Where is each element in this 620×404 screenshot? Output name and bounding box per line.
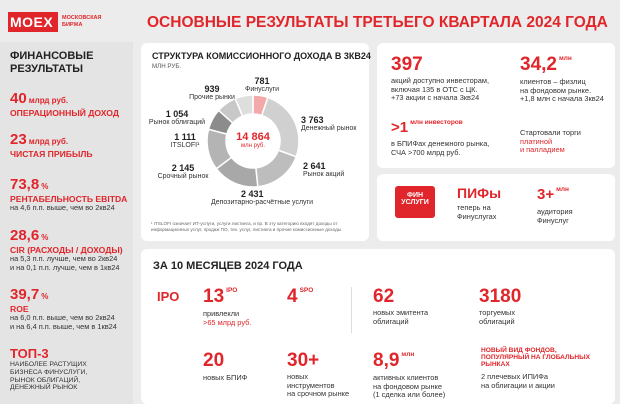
commission-structure-card xyxy=(141,43,369,241)
stat-text: торгуемых xyxy=(479,308,516,317)
new-funds-heading: ПОПУЛЯРНЫЙ НА ГЛОБАЛЬНЫХ xyxy=(481,354,591,361)
metric-roe xyxy=(10,286,117,332)
total-unit: млн руб. xyxy=(240,143,266,149)
stat-text: на срочном рынке xyxy=(287,389,350,399)
seg-value: 2 431 xyxy=(241,189,264,199)
metric-unit: % xyxy=(41,292,49,301)
metric-caption: ОПЕРАЦИОННЫЙ ДОХОД xyxy=(10,108,119,118)
metric-caption: ROE xyxy=(10,304,29,314)
metric-note: на 4,6 п.п. выше, чем во 2кв24 xyxy=(10,203,115,212)
seg-value: 1 054 xyxy=(165,109,189,119)
stat-value: 30+ xyxy=(287,350,320,371)
divider xyxy=(351,287,352,333)
stat-text-accent: и палладием xyxy=(520,145,565,155)
stat-clients xyxy=(520,55,615,104)
finuslugi-card xyxy=(377,174,615,241)
metric-value: 73,8 xyxy=(10,176,40,193)
stat-text: аудитория xyxy=(537,207,573,216)
total-value: 14 864 xyxy=(236,131,270,143)
seg-label-finuslugi xyxy=(245,76,279,94)
stat-text: Стартовали торги xyxy=(520,128,581,137)
metric-note: и на 0,1 п.п. лучше, чем в 1кв24 xyxy=(10,262,120,272)
stat-bpif xyxy=(203,351,283,383)
stat-metals xyxy=(520,129,612,155)
structure-subtitle: МЛН РУБ. xyxy=(152,63,182,70)
sidebar-heading-1: ФИНАНСОВЫЕ xyxy=(10,50,94,62)
stat-unit: IPO xyxy=(226,287,238,294)
badge-line1: ФИН xyxy=(406,192,424,199)
stat-unit: млн xyxy=(558,55,572,62)
stat-text: (1 сделка или более) xyxy=(373,390,446,400)
seg-name: Рынок облигаций xyxy=(148,119,206,126)
seg-name: Рынок акций xyxy=(303,171,345,178)
metric-unit: млрд руб. xyxy=(28,137,69,146)
ten-months-card xyxy=(141,249,615,404)
donut-slice-2 xyxy=(256,150,296,186)
finuslugi-badge xyxy=(395,186,435,218)
stat-ipo xyxy=(203,287,283,327)
logo-sub2: БИРЖА xyxy=(62,22,83,28)
seg-value: 1 111 xyxy=(174,132,196,142)
stat-text: включая 135 в ОТС с ЦК. xyxy=(391,84,478,94)
metric-unit: % xyxy=(41,233,49,242)
stat-pif xyxy=(457,186,527,221)
structure-title: СТРУКТУРА КОМИССИОННОГО ДОХОДА В 3КВ24 xyxy=(152,51,371,61)
stat-emitters xyxy=(373,287,463,326)
top3-title: ТОП-3 xyxy=(10,346,49,361)
metric-value: 40 xyxy=(10,90,27,107)
stat-unit: млн инвесторов xyxy=(410,119,463,126)
stat-value: 20 xyxy=(203,350,225,371)
stat-unit: SPO xyxy=(299,287,314,294)
top3-line: НАИБОЛЕЕ РАСТУЩИХ xyxy=(10,361,87,368)
metric-caption: CIR (РАСХОДЫ / ДОХОДЫ) xyxy=(10,245,123,255)
stat-value: 3180 xyxy=(479,286,522,307)
ten-months-title: ЗА 10 МЕСЯЦЕВ 2024 ГОДА xyxy=(153,260,303,272)
metric-caption: РЕНТАБЕЛЬНОСТЬ EBITDA xyxy=(10,194,128,204)
metric-operating-income xyxy=(10,90,119,118)
badge-line2: УСЛУГИ xyxy=(401,199,429,206)
sidebar-heading xyxy=(10,50,93,76)
stat-audience xyxy=(537,186,609,225)
stat-text: новых БПИФ xyxy=(203,373,248,382)
seg-label-depository xyxy=(211,189,341,207)
seg-label-itslofi xyxy=(165,132,205,150)
investors-card xyxy=(377,43,615,168)
new-funds-heading: РЫНКАХ xyxy=(481,361,510,368)
metric-cir xyxy=(10,227,123,273)
stat-text: клиентов – физлиц xyxy=(520,77,586,86)
stat-text: инструментов xyxy=(287,380,335,390)
metric-caption: ЧИСТАЯ ПРИБЫЛЬ xyxy=(10,149,93,159)
seg-label-money xyxy=(301,115,359,133)
stat-text: новых эмитента xyxy=(373,308,429,317)
stat-value: 8,9 xyxy=(373,350,400,371)
sidebar-heading-2: РЕЗУЛЬТАТЫ xyxy=(10,63,83,76)
stat-value: 397 xyxy=(391,54,423,75)
stat-text: +1,8 млн с начала 3кв24 xyxy=(520,94,604,104)
logo-sub1: МОСКОВСКАЯ xyxy=(62,15,102,21)
seg-name: ITSLOFI¹ xyxy=(170,142,200,149)
stat-text: СЧА >700 млрд руб. xyxy=(391,147,461,157)
stat-text-accent: платиной xyxy=(520,136,553,146)
structure-footnote: ¹ ITSLOFI означает ИТ-услуги, услуги листинга, и пр. В эту категорию входят доходы от информационных услуг, продаж ПО, тех. услуг, листинга и прочие комиссионные доходы xyxy=(151,221,342,232)
stat-text: облигаций xyxy=(373,316,409,326)
stat-value: 34,2 xyxy=(520,54,557,75)
seg-name: Денежный рынок xyxy=(301,125,357,132)
seg-label-other xyxy=(189,84,235,102)
seg-value: 939 xyxy=(204,84,220,94)
logo-text: MOEX xyxy=(10,14,54,30)
stat-text: активных клиентов xyxy=(373,373,439,382)
seg-name: Финуслуги xyxy=(245,86,280,93)
stat-value: ПИФы xyxy=(457,185,502,201)
logo xyxy=(8,12,118,34)
stat-new-funds xyxy=(481,347,611,390)
seg-label-bonds xyxy=(147,109,207,127)
stat-text: привлекли xyxy=(203,309,240,318)
page-title: ОСНОВНЫЕ РЕЗУЛЬТАТЫ ТРЕТЬЕГО КВАРТАЛА 2024 ГОДА xyxy=(147,14,608,31)
stat-text: теперь на xyxy=(457,203,491,212)
stat-value: >1 xyxy=(391,119,409,136)
metric-note: на 6,0 п.п. выше, чем во 2кв24 xyxy=(10,313,115,322)
stat-instruments xyxy=(287,351,367,399)
stat-text: +73 акции с начала 3кв24 xyxy=(391,93,480,103)
stat-text: Финуслуг xyxy=(537,215,569,225)
stat-value: 4 xyxy=(287,286,298,307)
seg-value: 781 xyxy=(254,76,270,86)
ipo-label: IPO xyxy=(157,289,180,304)
stat-text: на фондовом рынке. xyxy=(520,85,592,95)
stat-traded xyxy=(479,287,569,326)
stat-text: новых xyxy=(287,372,309,381)
seg-label-derivatives xyxy=(157,163,209,181)
sidebar xyxy=(0,42,133,404)
stat-active-clients xyxy=(373,351,473,400)
stat-value: 13 xyxy=(203,286,225,307)
seg-value: 2 641 xyxy=(303,161,326,171)
metric-note: на 5,3 п.п. лучше, чем во 2кв24 xyxy=(10,254,118,263)
metric-unit: млрд руб. xyxy=(28,96,69,105)
donut-total xyxy=(225,131,281,149)
seg-label-equities xyxy=(303,161,353,179)
stat-text: на фондовом рынке xyxy=(373,381,442,391)
stat-text: на облигации и акции xyxy=(481,380,555,390)
seg-name: Прочие рынки xyxy=(189,94,235,101)
stat-text: 2 плечевых ИПИФа xyxy=(481,372,548,381)
stat-text: облигаций xyxy=(479,316,515,326)
metric-note: и на 6,4 п.п. выше, чем в 1кв24 xyxy=(10,321,117,331)
metric-ebitda-margin xyxy=(10,176,127,213)
metric-unit: % xyxy=(41,182,49,191)
seg-value: 2 145 xyxy=(171,163,195,173)
stat-unit: млн xyxy=(556,186,569,193)
stat-value: 3+ xyxy=(537,186,555,203)
stat-text-accent: >65 млрд руб. xyxy=(203,317,252,327)
stat-unit: млн xyxy=(401,351,415,358)
seg-value: 3 763 xyxy=(301,115,324,125)
stat-shares xyxy=(391,55,503,103)
metric-net-profit xyxy=(10,131,93,159)
metric-value: 28,6 xyxy=(10,227,40,244)
top3-line: РЫНОК ОБЛИГАЦИЙ, xyxy=(10,376,81,384)
new-funds-heading: НОВЫЙ ВИД ФОНДОВ, xyxy=(481,347,557,354)
stat-bpif-investors xyxy=(391,119,516,157)
metric-value: 23 xyxy=(10,131,27,148)
stat-text: Финуслугах xyxy=(457,211,497,221)
metric-value: 39,7 xyxy=(10,286,40,303)
seg-name: Депозитарно-расчётные услуги xyxy=(211,199,314,206)
stat-spo xyxy=(287,287,337,307)
seg-name: Срочный рынок xyxy=(157,173,209,180)
stat-text: акций доступно инвесторам, xyxy=(391,76,490,85)
top3-line: ДЕНЕЖНЫЙ РЫНОК xyxy=(10,384,78,392)
top3-line: БИЗНЕСА ФИНУСЛУГИ, xyxy=(10,368,88,376)
stat-value: 62 xyxy=(373,286,395,307)
stat-text: в БПИФах денежного рынка, xyxy=(391,139,490,148)
top3-block xyxy=(10,346,87,392)
